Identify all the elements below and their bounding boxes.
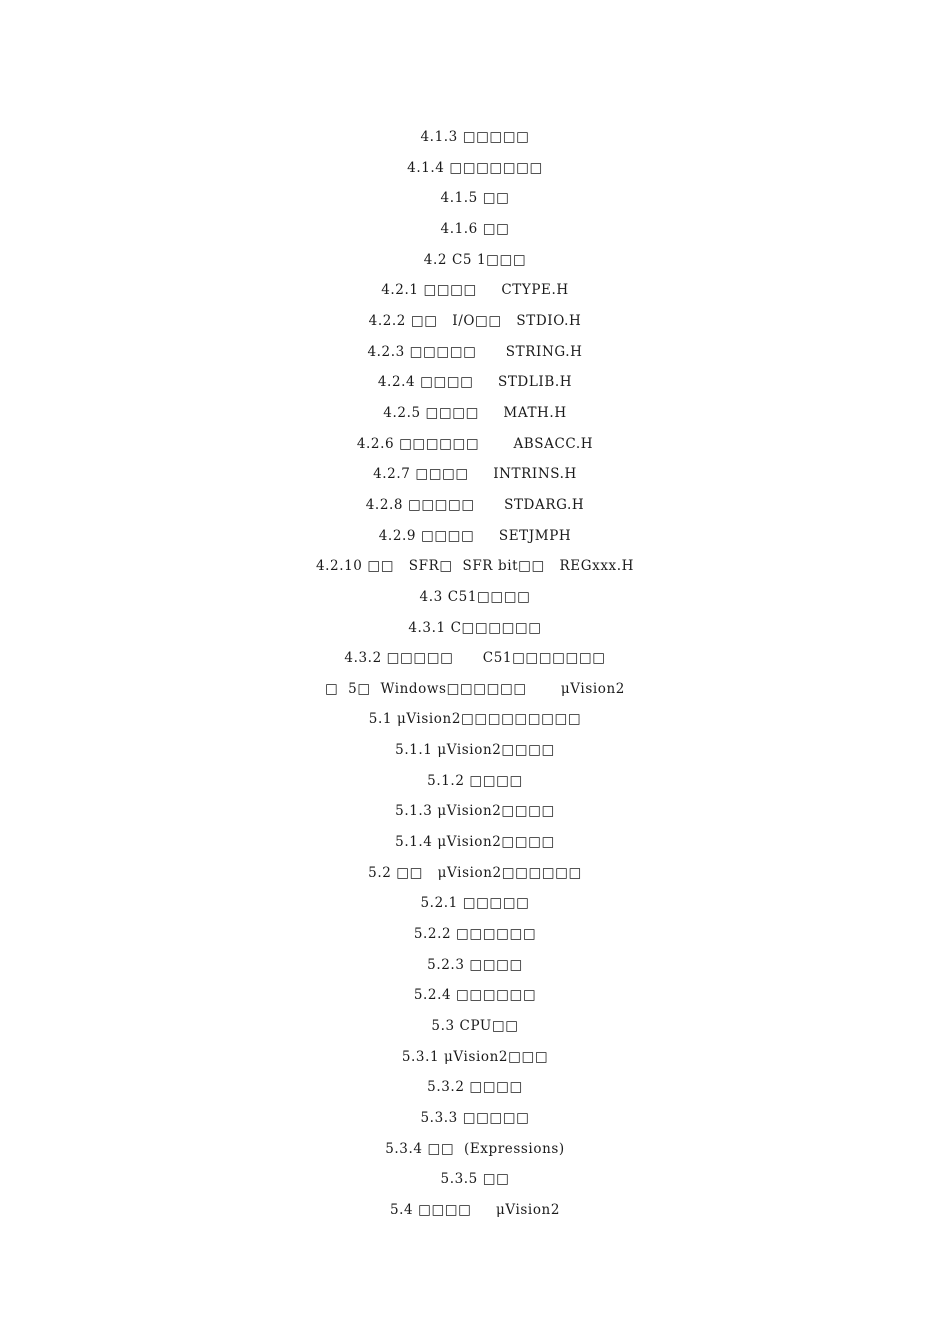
toc-entry-5-3-5: 5.3.5 □□: [440, 1171, 510, 1188]
toc-entry-4-2-7: 4.2.7 □□□□ INTRINS.H: [373, 466, 577, 483]
toc-entry-5-2-4: 5.2.4 □□□□□□: [413, 987, 537, 1004]
toc-entry-5-1-3: 5.1.3 μVision2□□□□: [395, 803, 555, 820]
toc-entry-4-2-1: 4.2.1 □□□□ CTYPE.H: [381, 282, 569, 299]
toc-entry-4-2-4: 4.2.4 □□□□ STDLIB.H: [377, 374, 573, 391]
toc-entry-5-1-4: 5.1.4 μVision2□□□□: [395, 834, 555, 851]
toc-entry-4-2-5: 4.2.5 □□□□ MATH.H: [383, 404, 567, 421]
toc-entry-5-1-1: 5.1.1 μVision2□□□□: [395, 742, 555, 759]
toc-entry-5-3-4: 5.3.4 □□ (Expressions): [385, 1140, 565, 1157]
toc-entry-4-3-1: 4.3.1 C□□□□□□: [408, 619, 542, 636]
toc-entry-4-1-3: 4.1.3 □□□□□: [420, 129, 530, 145]
toc-entry-5-3-1: 5.3.1 μVision2□□□: [401, 1048, 549, 1065]
toc-entry-4-2-9: 4.2.9 □□□□ SETJMPH: [378, 527, 572, 544]
toc-entry-4-3: 4.3 C51□□□□: [419, 588, 531, 605]
toc-entry-4-3-2: 4.3.2 □□□□□ C51□□□□□□□: [344, 650, 606, 667]
toc-entry-4-2-6: 4.2.6 □□□□□□ ABSACC.H: [356, 435, 594, 452]
toc-entry-5-1: 5.1 μVision2□□□□□□□□□: [368, 711, 582, 728]
toc-entry-4-2-8: 4.2.8 □□□□□ STDARG.H: [365, 496, 585, 513]
toc-entry-5-2-3: 5.2.3 □□□□: [427, 956, 523, 973]
toc-entry-5-3-2: 5.3.2 □□□□: [427, 1079, 523, 1096]
toc-entry-5-2-1: 5.2.1 □□□□□: [420, 895, 530, 912]
toc-chapter-5: □ 5□ Windows□□□□□□ μVision2: [325, 680, 625, 697]
toc-entry-5-2-2: 5.2.2 □□□□□□: [413, 926, 537, 943]
toc-entry-4-1-5: 4.1.5 □□: [440, 190, 510, 207]
toc-entry-5-4: 5.4 □□□□ μVision2: [389, 1201, 561, 1218]
toc-entry-5-1-2: 5.1.2 □□□□: [427, 772, 523, 789]
toc-entry-4-2-2: 4.2.2 □□ I/O□□ STDIO.H: [368, 312, 582, 329]
toc-entry-4-2: 4.2 C5 1□□□: [423, 251, 527, 268]
table-of-contents: [0, 122, 950, 1226]
toc-entry-4-2-10: 4.2.10 □□ SFR□ SFR bit□□ REGxxx.H: [315, 558, 635, 575]
toc-entry-4-1-4: 4.1.4 □□□□□□□: [407, 159, 543, 176]
toc-entry-4-1-6: 4.1.6 □□: [440, 220, 510, 237]
toc-entry-5-2: 5.2 □□ μVision2□□□□□□: [368, 864, 582, 881]
toc-entry-5-3: 5.3 CPU□□: [431, 1018, 519, 1035]
toc-entry-5-3-3: 5.3.3 □□□□□: [420, 1110, 530, 1126]
toc-entry-4-2-3: 4.2.3 □□□□□ STRING.H: [367, 343, 583, 360]
